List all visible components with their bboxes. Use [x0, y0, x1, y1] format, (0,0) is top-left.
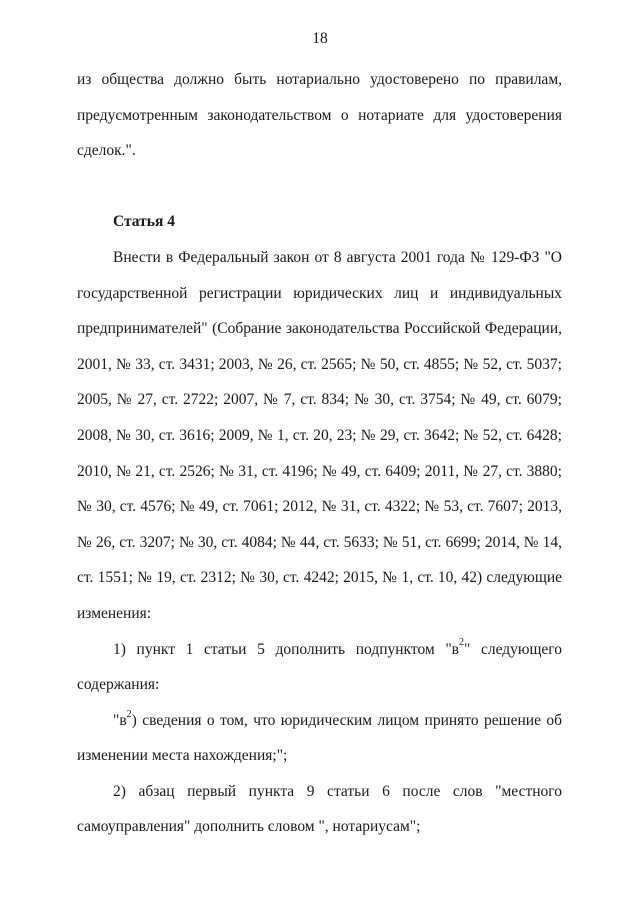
quote-text-after: ) сведения о том, что юридическим лицом принято решение об изменении места нахождения;"; [77, 711, 562, 765]
article-heading: Статья 4 [113, 213, 175, 231]
spacer [77, 169, 562, 205]
quoted-subpoint-paragraph [77, 703, 562, 774]
quote-superscript: 2 [126, 708, 132, 720]
item-1-paragraph [77, 632, 562, 703]
item-1-text-before: 1) пункт 1 статьи 5 дополнить подпунктом "в [113, 640, 459, 658]
page-number: 18 [312, 30, 328, 47]
item-1-superscript: 2 [459, 637, 464, 649]
quote-text-before: "в [113, 711, 127, 729]
article-intro-paragraph: Внести в Федеральный закон от 8 августа 2001 года № 129-ФЗ "О государственной регистрации юридических лиц и индивидуальных предпринимателей" (Собрание законодательства Российской Федерации, 2001, № 33, ст. 3431; 2003, № 26, ст. 2565; № 50, ст. 4855; № 52, ст. 5037; 2005, № 27, ст. 2722; 2007, № 7, ст. 834; № 30, ст. 3754; № 49, ст. 6079; 2008, № 30, ст. 3616; 2009, № 1, ст. 20, 23; № 29, ст. 3642; № 52, ст. 6428; 2010, № 21, ст. 2526; № 31, ст. 4196; № 49, ст. 6409; 2011, № 27, ст. 3880; № 30, ст. 4576; № 49, ст. 7061; 2012, № 31, ст. 4322; № 53, ст. 7607; 2013, № 26, ст. 3207; № 30, ст. 4084; № 44, ст. 5633; № 51, ст. 6699; 2014, № 14, ст. 1551; № 19, ст. 2312; № 30, ст. 4242; 2015, № 1, ст. 10, 42) следующие изменения: [77, 248, 562, 622]
item-2-paragraph: 2) абзац первый пункта 9 статьи 6 после слов "местного самоуправления" дополнить словом ", нотариусам"; [77, 782, 562, 836]
continuation-paragraph: из общества должно быть нотариально удостоверено по правилам, предусмотренным законодательством о нотариате для удостоверения сделок.". [77, 71, 562, 160]
document-body [77, 62, 562, 845]
item-1-text-after: " следующего содержания: [77, 640, 562, 694]
